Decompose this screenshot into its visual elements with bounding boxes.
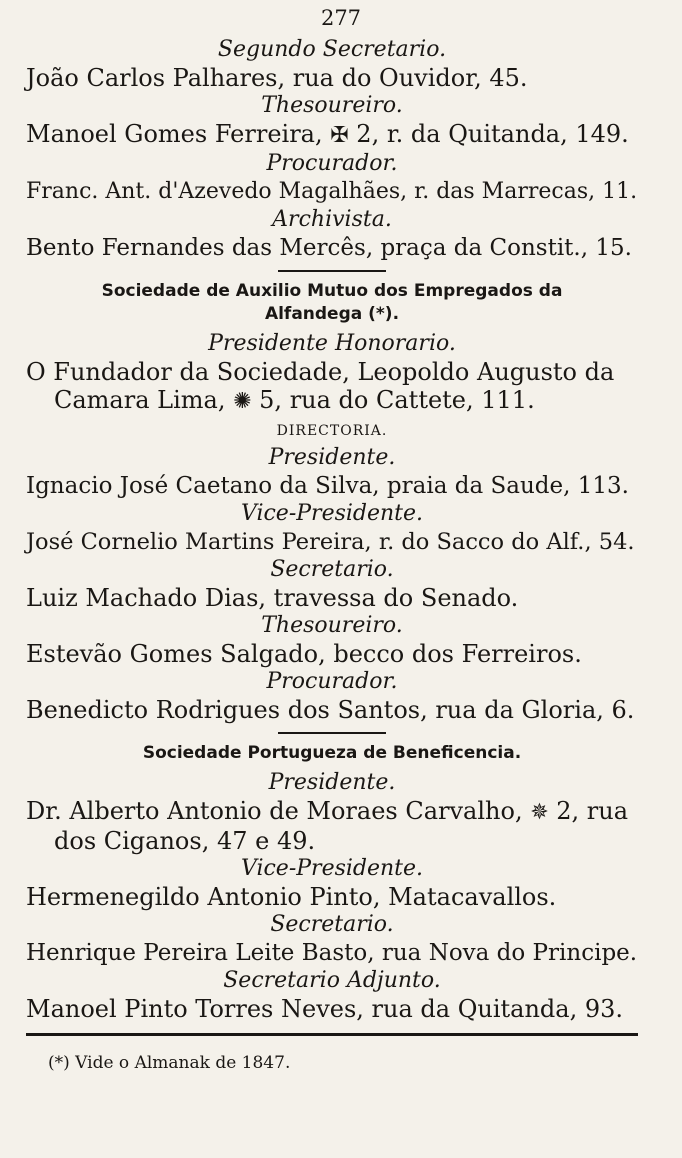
role-secretario-adjunto: Secretario Adjunto. (223, 968, 441, 993)
entry-text: 2, rua (548, 797, 629, 825)
entry-text: 5, rua do Cattete, 111. (251, 386, 535, 414)
role-vice-presidente: Vice-Presidente. (240, 856, 424, 881)
role-presidente: Presidente. (268, 770, 396, 795)
society-heading: Alfandega (*). (264, 304, 400, 324)
entry-line: Franc. Ant. d'Azevedo Magalhães, r. das Marrecas, 11. (26, 179, 638, 204)
entry-line: Hermenegildo Antonio Pinto, Matacavallos. (26, 883, 557, 911)
role-presidente-honorario: Presidente Honorario. (208, 331, 456, 356)
entry-text: Manoel Gomes Ferreira, (26, 120, 331, 148)
entry-line: Estevão Gomes Salgado, becco dos Ferreiros. (26, 640, 582, 668)
entry-line: Henrique Pereira Leite Basto, rua Nova do Principe. (26, 940, 638, 966)
entry-line: Ignacio José Caetano da Silva, praia da Saude, 113. (26, 473, 629, 499)
role-procurador: Procurador. (266, 669, 398, 694)
footnote-divider (26, 1033, 638, 1036)
page-number: 277 (320, 6, 362, 30)
entry-line: José Cornelio Martins Pereira, r. do Sacco do Alf., 54. (26, 529, 635, 555)
society-heading: Sociedade Portugueza de Beneficencia. (142, 743, 522, 763)
role-thesoureiro: Thesoureiro. (261, 93, 403, 118)
entry-line (26, 120, 638, 150)
role-segundo-secretario: Segundo Secretario. (217, 37, 447, 62)
role-secretario: Secretario. (270, 912, 394, 937)
entry-line: O Fundador da Sociedade, Leopoldo Augusto da (26, 358, 615, 386)
entry-line (26, 797, 638, 827)
entry-text: Dr. Alberto Antonio de Moraes Carvalho, (26, 797, 531, 825)
entry-line: Manoel Pinto Torres Neves, rua da Quitanda, 93. (26, 995, 624, 1023)
directoria-heading: DIRECTORIA. (276, 423, 388, 439)
entry-line: Benedicto Rodrigues dos Santos, rua da Gloria, 6. (26, 696, 635, 724)
footnote: (*) Vide o Almanak de 1847. (48, 1053, 291, 1073)
entry-line: João Carlos Palhares, rua do Ouvidor, 45. (26, 64, 528, 92)
role-archivista: Archivista. (272, 207, 392, 232)
entry-line: dos Ciganos, 47 e 49. (54, 827, 316, 855)
section-divider (278, 270, 386, 272)
entry-line (26, 386, 638, 416)
order-star-icon: ✵ (530, 800, 549, 825)
page-content (26, 36, 638, 1076)
society-heading: Sociedade de Auxilio Mutuo dos Empregados da (101, 281, 563, 301)
order-cross-icon: ✠ (330, 123, 349, 148)
role-thesoureiro: Thesoureiro. (261, 613, 403, 638)
role-vice-presidente: Vice-Presidente. (240, 501, 424, 526)
order-badge-icon: ✺ (233, 389, 252, 414)
role-procurador: Procurador. (266, 151, 398, 176)
entry-line: Bento Fernandes das Mercês, praça da Constit., 15. (26, 235, 632, 261)
entry-text: Camara Lima, (54, 386, 234, 414)
entry-line: Luiz Machado Dias, travessa do Senado. (26, 584, 519, 612)
section-divider (278, 732, 386, 734)
entry-text: 2, r. da Quitanda, 149. (348, 120, 629, 148)
role-secretario: Secretario. (270, 557, 394, 582)
role-presidente: Presidente. (268, 445, 396, 470)
